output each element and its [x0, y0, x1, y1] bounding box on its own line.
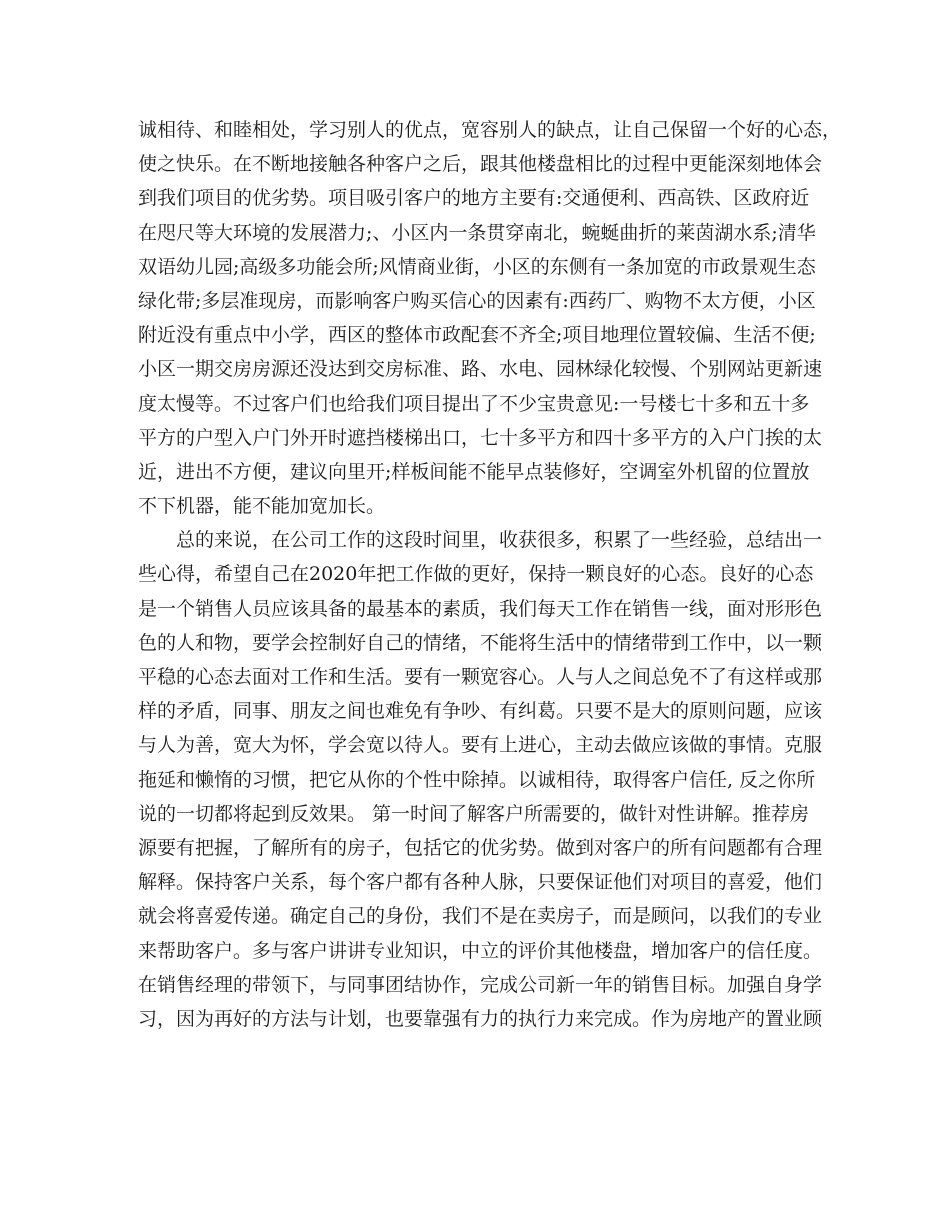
text-line: 在销售经理的带领下，与同事团结协作，完成公司新一年的销售目标。加强自身学: [138, 973, 823, 996]
text-line: 绿化带;多层准现房，而影响客户购买信心的因素有:西药厂、购物不太方便，小区: [138, 289, 816, 312]
text-line: 些心得，希望自己在2020年把工作做的更好，保持一颗良好的心态。良好的心态: [138, 563, 814, 586]
text-line: 度太慢等。不过客户们也给我们项目提出了不少宝贵意见:一号楼七十多和五十多: [138, 392, 810, 415]
text-line: 附近没有重点中小学，西区的整体市政配套不齐全;项目地理位置较偏、生活不便;: [138, 324, 816, 347]
text-line: 样的矛盾，同事、朋友之间也难免有争吵、有纠葛。只要不是大的原则问题，应该: [138, 700, 823, 723]
text-line: 平稳的心态去面对工作和生活。要有一颗宽容心。人与人之间总免不了有这样或那: [138, 666, 823, 688]
text-line: 习，因为再好的方法与计划，也要靠强有力的执行力来完成。作为房地产的置业顾: [138, 1007, 823, 1030]
text-line: 解释。保持客户关系，每个客户都有各种人脉，只要保证他们对项目的喜爱，他们: [138, 871, 823, 894]
text-line: 说的一切都将起到反效果。 第一时间了解客户所需要的，做针对性讲解。推荐房: [138, 802, 810, 825]
text-line: 拖延和懒惰的习惯，把它从你的个性中除掉。以诚相待，取得客户信任, 反之你所: [138, 768, 816, 791]
text-line: 双语幼儿园;高级多功能会所;风情商业街，小区的东侧有一条加宽的市政景观生态: [138, 255, 816, 278]
text-line: 与人为善，宽大为怀，学会宽以待人。要有上进心，主动去做应该做的事情。克服: [138, 734, 823, 757]
text-line: 到我们项目的优劣势。项目吸引客户的地方主要有:交通便利、西高铁、区政府近: [138, 187, 810, 210]
text-line: 使之快乐。在不断地接触各种客户之后，跟其他楼盘相比的过程中更能深刻地体会: [138, 153, 823, 176]
text-line: 源要有把握，了解所有的房子，包括它的优劣势。做到对客户的所有问题都有合理: [138, 836, 823, 859]
text-line: 就会将喜爱传递。确定自己的身份，我们不是在卖房子，而是顾问，以我们的专业: [138, 905, 823, 928]
text-line: 色的人和物，要学会控制好自己的情绪，不能将生活中的情绪带到工作中，以一颗: [138, 631, 823, 654]
text-line: 小区一期交房房源还没达到交房标准、路、水电、园林绿化较慢、个别网站更新速: [138, 358, 823, 381]
text-line: 来帮助客户。多与客户讲讲专业知识，中立的评价其他楼盘，增加客户的信任度。: [138, 939, 823, 962]
text-line: 诚相待、和睦相处，学习别人的优点，宽容别人的缺点，让自己保留一个好的心态，: [138, 119, 842, 141]
text-line: 不下机器，能不能加宽加长。: [138, 495, 386, 518]
body-text: [138, 113, 842, 1036]
text-line: 在咫尺等大环境的发展潜力;、小区内一条贯穿南北，蜿蜒曲折的莱茵湖水系;清华: [138, 221, 816, 244]
text-line: 近，进出不方便，建议向里开;样板间能不能早点装修好，空调室外机留的位置放: [138, 460, 810, 483]
text-line: 总的来说，在公司工作的这段时间里，收获很多，积累了一些经验，总结出一: [138, 529, 823, 552]
text-line: 平方的户型入户门外开时遮挡楼梯出口，七十多平方和四十多平方的入户门挨的太: [138, 426, 823, 449]
text-line: 是一个销售人员应该具备的最基本的素质，我们每天工作在销售一线，面对形形色: [138, 597, 823, 620]
